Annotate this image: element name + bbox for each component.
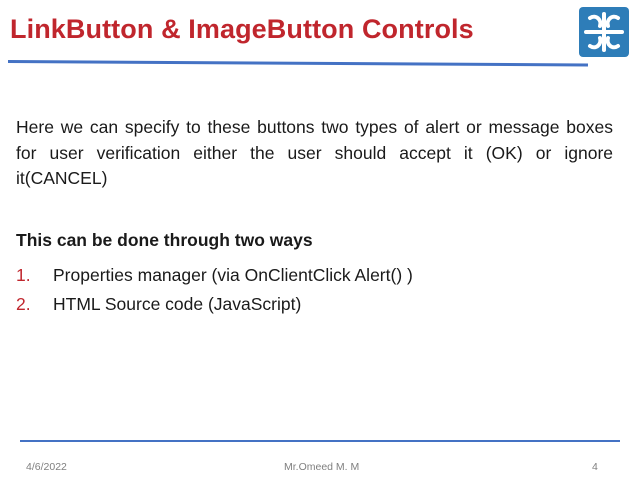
list-item-text: HTML Source code (JavaScript) xyxy=(53,294,302,314)
list-item-number: 2. xyxy=(16,294,31,314)
institution-logo-icon xyxy=(578,6,630,58)
body-paragraph: Here we can specify to these buttons two types of alert or message boxes for user verification either the user should accept it (OK) or ignore it(CANCEL) xyxy=(16,117,613,188)
list-item-text: Properties manager (via OnClientClick Alert() ) xyxy=(53,265,413,285)
steps-heading: This can be done through two ways xyxy=(16,230,313,250)
slide-title: LinkButton & ImageButton Controls xyxy=(10,14,474,44)
footer-divider xyxy=(20,440,620,442)
list-item xyxy=(16,263,413,292)
list-item-number: 1. xyxy=(16,265,31,285)
footer-date: 4/6/2022 xyxy=(26,461,67,473)
list-item xyxy=(16,292,413,321)
page-number: 4 xyxy=(592,461,598,473)
title-divider xyxy=(8,60,588,67)
footer-author: Mr.Omeed M. M xyxy=(284,461,360,473)
steps-list xyxy=(16,263,413,321)
